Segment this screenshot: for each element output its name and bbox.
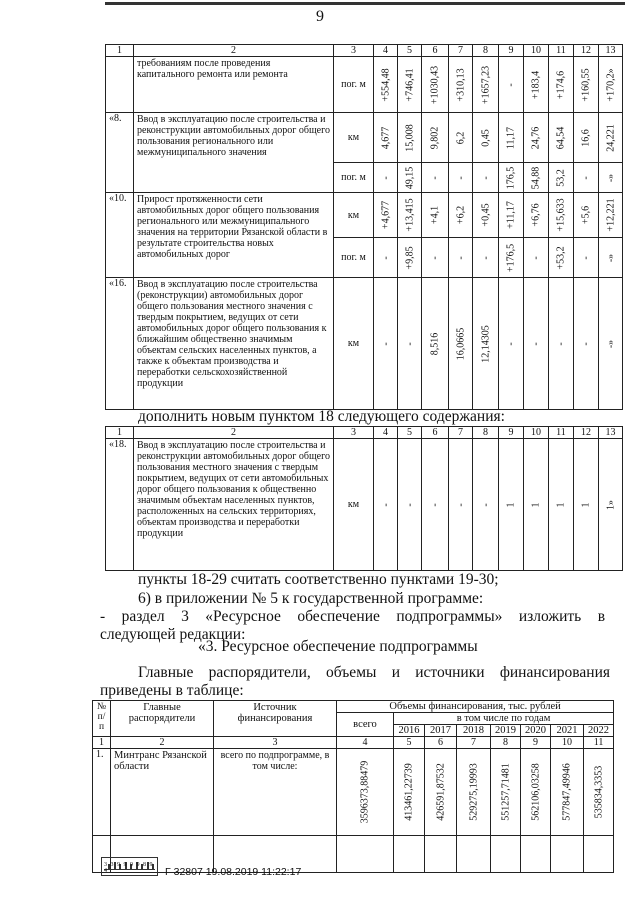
col-number: 9	[521, 737, 551, 749]
row-value-cell	[499, 113, 524, 163]
row-unit: км	[334, 193, 374, 238]
row-value: +310,13	[455, 67, 466, 102]
indicators-table	[105, 44, 623, 410]
col-header: 9	[499, 45, 524, 57]
row-value-cell	[599, 193, 623, 238]
row-value-cell	[499, 278, 524, 410]
row-number: «16.	[106, 278, 134, 410]
col-number: 6	[425, 737, 457, 749]
row-value-cell	[374, 113, 398, 163]
col-total-header: всего	[337, 713, 394, 737]
row-value-cell	[449, 238, 473, 278]
row-value: +170,2»	[605, 67, 616, 102]
table-row	[106, 193, 623, 238]
row-year-value: 577847,49946	[561, 763, 573, 821]
col-main-header: Главные распорядители	[111, 701, 214, 737]
row-year-value: 426591,87532	[435, 763, 446, 821]
row-value: -	[480, 255, 491, 260]
point-18-table	[105, 426, 623, 571]
row-value-cell	[574, 238, 599, 278]
col-header: 3	[334, 45, 374, 57]
row-value: -	[455, 255, 466, 260]
row-number: 1.	[93, 749, 111, 836]
row-value: +4,677	[380, 200, 391, 230]
row-value: -»	[605, 253, 616, 262]
row-value-cell	[599, 238, 623, 278]
col-header: 6	[422, 45, 449, 57]
row-value: +13,415	[404, 198, 415, 232]
page-number: 9	[316, 8, 324, 25]
row-value: -	[480, 502, 491, 507]
row-description: требованиям после проведения капитального ремонта или ремонта	[134, 57, 334, 113]
row-value: -	[429, 175, 441, 180]
table-row	[106, 439, 623, 571]
row-value-cell	[422, 113, 449, 163]
row-value: 12,14305	[480, 324, 491, 363]
row-value-cell	[549, 278, 574, 410]
row-value: -	[404, 502, 415, 507]
year-header: 2017	[425, 725, 457, 737]
col-header: 4	[374, 45, 398, 57]
row-value: -	[530, 341, 542, 346]
row-value: +746,41	[404, 67, 415, 102]
year-header: 2016	[394, 725, 425, 737]
word: 3	[181, 608, 189, 625]
row-value: -	[380, 502, 391, 507]
row-year-value: 551257,71481	[500, 763, 511, 821]
word: - раздел	[100, 608, 165, 625]
col-number: 4	[337, 737, 394, 749]
row-value: +5,6	[580, 205, 592, 225]
row-value: -	[380, 255, 391, 260]
word: источники	[415, 664, 485, 681]
row-value: +6,76	[530, 203, 542, 227]
row-value-cell	[398, 278, 422, 410]
row-value-cell	[524, 238, 549, 278]
row-value-cell	[549, 163, 574, 193]
scan-top-edge	[105, 2, 625, 5]
row-value-cell	[422, 238, 449, 278]
row-year-value-cell	[457, 749, 491, 836]
row-value: -	[429, 255, 441, 260]
word: изложить	[518, 608, 582, 625]
col-header: 11	[549, 45, 574, 57]
row-value: 24,76	[530, 126, 542, 149]
row-value-cell	[524, 163, 549, 193]
col-source-header: Источник финансирования	[214, 701, 337, 737]
row-value: +160,55	[580, 67, 592, 102]
row-value-cell	[599, 163, 623, 193]
row-year-value-cell	[551, 749, 584, 836]
row-value-cell	[374, 163, 398, 193]
table-row	[106, 113, 623, 163]
row-unit: пог. м	[334, 238, 374, 278]
col-header: 5	[398, 45, 422, 57]
row-value-cell	[499, 439, 524, 571]
section-heading: «3. Ресурсное обеспечение подпрограммы	[198, 638, 478, 655]
row-value-cell	[398, 113, 422, 163]
row-value: -	[505, 82, 517, 87]
word: «Ресурсное	[205, 608, 281, 625]
row-value: -	[380, 175, 391, 180]
row-value-cell	[473, 113, 499, 163]
year-header: 2021	[551, 725, 584, 737]
table-row	[106, 57, 623, 113]
table-intro-text: приведены в таблице:	[100, 682, 244, 699]
row-value: 64,54	[555, 126, 567, 149]
row-value: -	[429, 502, 441, 507]
row-value-cell	[398, 163, 422, 193]
word: обеспечение	[297, 608, 380, 625]
row-value: +1030,43	[429, 65, 441, 104]
row-number: «18.	[106, 439, 134, 571]
row-value-cell	[524, 439, 549, 571]
row-value-cell	[422, 57, 449, 113]
row-value-cell	[549, 57, 574, 113]
row-value-cell	[374, 278, 398, 410]
col-number: 5	[394, 737, 425, 749]
row-value-cell	[422, 193, 449, 238]
row-value: 0,45	[480, 128, 491, 147]
row-value-cell	[473, 57, 499, 113]
row-value: 176,5	[505, 166, 517, 189]
row-value-cell	[422, 163, 449, 193]
row-value-cell	[398, 238, 422, 278]
row-value: +53,2	[555, 245, 567, 270]
row-value-cell	[449, 278, 473, 410]
col-header: 13	[599, 45, 623, 57]
row-number: «10.	[106, 193, 134, 278]
row-value-cell	[599, 439, 623, 571]
row-value: 8,516	[429, 332, 441, 355]
row-value: 1	[580, 502, 592, 507]
col-header: 10	[524, 45, 549, 57]
col-header: 8	[473, 427, 499, 439]
row-description: Ввод в эксплуатацию после строительства и реконструкции автомобильных дорог общего пользования регионального или межмуниципального значения	[134, 113, 334, 193]
row-value: -	[480, 175, 491, 180]
row-value: 1	[555, 502, 567, 507]
word: и	[391, 664, 400, 681]
row-value: +174,6	[555, 70, 567, 99]
year-header: 2018	[457, 725, 491, 737]
row-value-cell	[574, 113, 599, 163]
row-value-cell	[549, 439, 574, 571]
row-value-cell	[374, 57, 398, 113]
col-number: 3	[214, 737, 337, 749]
word: распорядители,	[208, 664, 311, 681]
row-description: Прирост протяженности сети автомобильных дорог общего пользования регионального или межмуниципального значения на территории Рязанской области в результате строительства новых автомобильных дорог	[134, 193, 334, 278]
row-value: +6,2	[455, 205, 466, 225]
row-value: 1	[505, 502, 517, 507]
row-value: -	[455, 502, 466, 507]
row-year-value: 562106,03258	[530, 763, 541, 821]
table-row	[106, 278, 623, 410]
row-value-cell	[574, 57, 599, 113]
row-value: +11,17	[505, 201, 517, 229]
row-value: 1	[530, 502, 542, 507]
col-header: 13	[599, 427, 623, 439]
year-header: 2022	[584, 725, 614, 737]
row-value: -	[380, 341, 391, 346]
col-header: 3	[334, 427, 374, 439]
row-value: +4,1	[429, 205, 441, 225]
row-value: -	[530, 255, 542, 260]
row-description: Ввод в эксплуатацию после строительства (реконструкции) автомобильных дорог общего пользования местного значения с твердым покрытием, ведущих от сети автомобильных дорог общего пользования к ближайшим общественно значимым объектам сельских населенных пунктов, а также к объектам производства и переработки сельскохозяйственной продукции	[134, 278, 334, 410]
funding-table	[92, 700, 614, 873]
row-value-cell	[422, 278, 449, 410]
row-value: +183,4	[530, 70, 542, 99]
row-value-cell	[449, 163, 473, 193]
col-header: 7	[449, 427, 473, 439]
col-header: 12	[574, 45, 599, 57]
row-unit: км	[334, 439, 374, 571]
col-number: 2	[111, 737, 214, 749]
row-value: -	[580, 341, 592, 346]
row-value: -	[404, 341, 415, 346]
row-year-value: 535834,3353	[593, 765, 605, 819]
row-total-cell	[337, 749, 394, 836]
row-value: -	[580, 255, 592, 260]
col-header: 1	[106, 45, 134, 57]
row-value: 16,6	[580, 128, 592, 147]
row-value-cell	[524, 278, 549, 410]
row-unit: пог. м	[334, 163, 374, 193]
year-header: 2019	[491, 725, 521, 737]
row-year-value: 413461,22739	[403, 763, 415, 821]
col-volumes-header: Объемы финансирования, тыс. рублей	[337, 701, 614, 713]
row-value-cell	[449, 113, 473, 163]
col-number: 10	[551, 737, 584, 749]
add-point-18-text: дополнить новым пунктом 18 следующего содержания:	[138, 408, 505, 425]
col-header: 11	[549, 427, 574, 439]
row-unit: км	[334, 278, 374, 410]
row-value: 4,677	[380, 126, 391, 149]
row-value: -	[555, 341, 567, 346]
row-value-cell	[473, 278, 499, 410]
row-value-cell	[499, 193, 524, 238]
row-year-value-cell	[491, 749, 521, 836]
col-byyears-header: в том числе по годам	[394, 713, 614, 725]
row-value-cell	[499, 238, 524, 278]
row-year-value-cell	[521, 749, 551, 836]
row-value: 49,15	[404, 166, 415, 189]
word: финансирования	[499, 664, 611, 681]
edition-text: следующей редакции:	[100, 626, 246, 643]
row-value: +9,85	[404, 245, 415, 270]
table-header-row	[106, 45, 623, 57]
row-number: «8.	[106, 113, 134, 193]
row-year-value-cell	[425, 749, 457, 836]
row-value: +554,48	[380, 67, 391, 102]
col-number: 7	[457, 737, 491, 749]
row-value: -	[580, 175, 592, 180]
row-value-cell	[499, 57, 524, 113]
row-value-cell	[374, 439, 398, 571]
col-header: 12	[574, 427, 599, 439]
row-value: 16,0665	[455, 327, 466, 360]
row-value-cell	[599, 57, 623, 113]
row-value-cell	[473, 163, 499, 193]
row-value: 11,17	[505, 126, 517, 149]
row-value-cell	[473, 439, 499, 571]
row-value-cell	[574, 278, 599, 410]
row-value-cell	[524, 193, 549, 238]
row-value: +0,45	[480, 203, 491, 227]
col-header: 7	[449, 45, 473, 57]
row-value-cell	[599, 113, 623, 163]
col-number: 8	[491, 737, 521, 749]
row-value: -	[505, 341, 517, 346]
col-header: 2	[134, 45, 334, 57]
word: подпрограммы»	[396, 608, 503, 625]
row-value: -	[455, 175, 466, 180]
row-value-cell	[549, 193, 574, 238]
renumber-text: пункты 18-29 считать соответственно пунктами 19-30;	[138, 571, 499, 588]
row-value-cell	[449, 57, 473, 113]
col-header: 4	[374, 427, 398, 439]
row-value: +15,633	[555, 198, 567, 232]
row-description: Ввод в эксплуатацию после строительства и реконструкции автомобильных дорог общего пользования местного значения с твердым покрытием, ведущих от сети автомобильных дорог общего пользования к общественно значимым объектам населенных пунктов, расположенных на сельских территориях, объектам производства и переработки продукции	[134, 439, 334, 571]
row-year-value-cell	[394, 749, 425, 836]
row-value-cell	[398, 193, 422, 238]
row-value: 6,2	[455, 131, 466, 144]
word: объемы	[326, 664, 377, 681]
row-value: 24,221	[605, 123, 616, 152]
stamp-code: 3 3 9 9 9 9 8 9 4	[104, 862, 154, 874]
col-no-header: № п/п	[93, 701, 111, 737]
row-value-cell	[549, 113, 574, 163]
registry-stamp	[101, 857, 158, 876]
row-value: 53,2	[555, 168, 567, 187]
row-main-distributor: Минтранс Рязанской области	[111, 749, 214, 836]
row-value-cell	[574, 439, 599, 571]
col-number: 1	[93, 737, 111, 749]
row-value-cell	[449, 193, 473, 238]
word: Главные	[138, 664, 194, 681]
row-value: 9,802	[429, 126, 441, 149]
col-header: 9	[499, 427, 524, 439]
col-number: 11	[584, 737, 614, 749]
col-header: 2	[134, 427, 334, 439]
row-unit: пог. м	[334, 57, 374, 113]
table-header-row	[106, 427, 623, 439]
appendix-5-text: 6) в приложении № 5 к государственной программе:	[138, 590, 484, 607]
col-header: 6	[422, 427, 449, 439]
section-3-text	[100, 608, 605, 626]
row-year-value: 529275,19993	[468, 763, 479, 821]
row-value-cell	[374, 193, 398, 238]
col-header: 8	[473, 45, 499, 57]
row-value: -»	[605, 173, 616, 182]
document-mark: Г 32807 19.08.2019 11:22:17	[165, 866, 302, 878]
row-value-cell	[374, 238, 398, 278]
row-value-cell	[549, 238, 574, 278]
row-value: 1»	[605, 499, 616, 510]
row-value: 54,88	[530, 166, 542, 189]
table-row	[93, 749, 614, 836]
row-value: -»	[605, 339, 616, 348]
row-value: +176,5	[505, 243, 517, 272]
row-year-value-cell	[584, 749, 614, 836]
distributors-text	[138, 664, 610, 682]
col-header: 10	[524, 427, 549, 439]
row-value-cell	[473, 193, 499, 238]
row-value-cell	[524, 113, 549, 163]
row-number	[106, 57, 134, 113]
row-value-cell	[599, 278, 623, 410]
row-value-cell	[574, 193, 599, 238]
col-header: 1	[106, 427, 134, 439]
row-value: +12,221	[605, 198, 616, 232]
word: в	[597, 608, 606, 625]
row-source: всего по подпрограмме, в том числе:	[214, 749, 337, 836]
row-value-cell	[422, 439, 449, 571]
row-value-cell	[449, 439, 473, 571]
row-value: 15,008	[404, 123, 415, 152]
row-value: +1657,23	[480, 65, 491, 104]
row-value-cell	[574, 163, 599, 193]
row-total: 3596373,88479	[359, 760, 371, 824]
year-header: 2020	[521, 725, 551, 737]
row-value-cell	[398, 439, 422, 571]
row-unit: км	[334, 113, 374, 163]
row-value-cell	[473, 238, 499, 278]
row-value-cell	[524, 57, 549, 113]
row-value-cell	[398, 57, 422, 113]
col-header: 5	[398, 427, 422, 439]
row-value-cell	[499, 163, 524, 193]
